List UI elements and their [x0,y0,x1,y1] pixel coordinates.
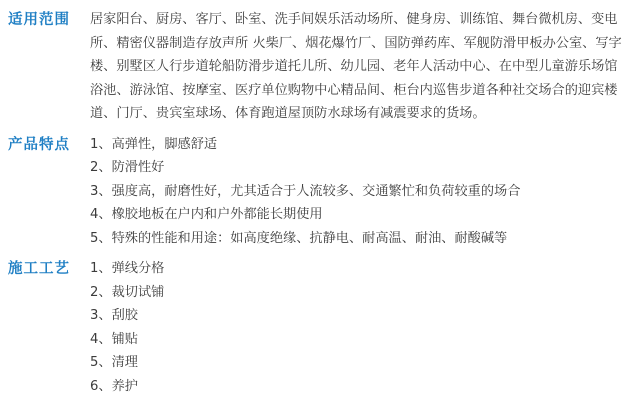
section-product-features [8,133,626,251]
list-item: 2、防滑性好 [90,160,165,175]
list-item: 3、刮胶 [90,308,138,323]
construction-process-list [90,257,626,398]
list-item: 1、高弹性，脚感舒适 [90,136,218,152]
list-item: 1、弹线分格 [90,261,165,276]
section-heading-product-features: 产品特点 [8,136,70,153]
list-item: 4、铺贴 [90,331,138,347]
section-heading-construction-process: 施工工艺 [8,261,70,277]
section-construction-process [8,257,626,398]
list-item: 5、特殊的性能和用途：如高度绝缘、抗静电、耐高温、耐油、耐酸碱等 [90,230,508,246]
list-item: 6、养护 [90,378,138,394]
application-scope-text: 居家阳台、厨房、客厅、卧室、洗手间娱乐活动场所、健身房、训练馆、舞台微机房、变电所、精密仪器制造存放声所 火柴厂、烟花爆竹厂、国防弹药库、军舰防滑甲板办公室、写字楼、别墅区人行步道轮船防滑步道托儿所、幼儿园、老年人活动中心、在中型儿童游乐场馆浴池、游泳馆、按摩室、医疗单位购物中心精品间、柜台内巡售步道各种社交场合的迎宾楼道、门厅、贵宾室球场、体育跑道屋顶防水球场有减震要求的货场。 [90,12,622,121]
section-body-application-scope [90,8,626,126]
list-item: 4、橡胶地板在户内和户外都能长期使用 [90,207,323,222]
list-item: 3、强度高，耐磨性好，尤其适合于人流较多、交通繁忙和负荷较重的场合 [90,183,521,199]
section-body-construction-process [90,257,626,398]
section-heading-application-scope: 适用范围 [8,12,70,28]
list-item: 5、清理 [90,355,138,370]
section-application-scope [8,8,626,126]
product-features-list [90,133,626,251]
list-item: 2、裁切试铺 [90,284,165,300]
section-body-product-features [90,133,626,251]
